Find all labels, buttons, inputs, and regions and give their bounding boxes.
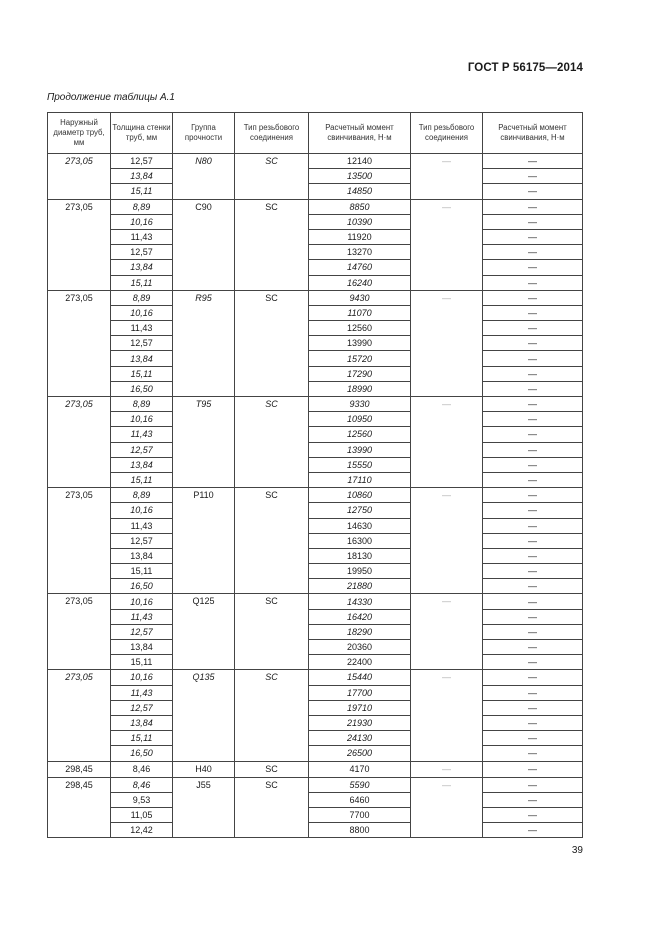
cell-makeup-torque: 17700 [309, 685, 411, 700]
cell-wall-thickness: 11,43 [111, 609, 173, 624]
table-row [48, 488, 583, 503]
cell-makeup-torque-2: — [483, 199, 583, 214]
cell-connection-type-2: — [411, 290, 483, 396]
cell-makeup-torque-2: — [483, 351, 583, 366]
cell-makeup-torque: 14850 [309, 184, 411, 199]
cell-makeup-torque: 5590 [309, 777, 411, 792]
table-row [48, 199, 583, 214]
cell-strength-group: N80 [173, 154, 235, 200]
cell-wall-thickness: 12,57 [111, 700, 173, 715]
cell-makeup-torque-2: — [483, 381, 583, 396]
cell-makeup-torque: 15550 [309, 457, 411, 472]
table-row [48, 397, 583, 412]
cell-makeup-torque-2: — [483, 472, 583, 487]
cell-makeup-torque-2: — [483, 184, 583, 199]
cell-connection-type-2: — [411, 594, 483, 670]
table-row [48, 594, 583, 609]
cell-makeup-torque-2: — [483, 777, 583, 792]
cell-makeup-torque: 20360 [309, 640, 411, 655]
cell-makeup-torque-2: — [483, 442, 583, 457]
header-row [48, 113, 583, 154]
cell-makeup-torque: 11920 [309, 229, 411, 244]
cell-wall-thickness: 13,84 [111, 351, 173, 366]
cell-makeup-torque-2: — [483, 715, 583, 730]
cell-makeup-torque: 8800 [309, 823, 411, 838]
cell-diameter: 273,05 [48, 154, 111, 200]
torque-table [47, 112, 583, 838]
cell-makeup-torque: 22400 [309, 655, 411, 670]
cell-wall-thickness: 10,16 [111, 412, 173, 427]
cell-wall-thickness: 8,89 [111, 488, 173, 503]
table-row [48, 823, 583, 838]
cell-makeup-torque: 17110 [309, 472, 411, 487]
table-row [48, 564, 583, 579]
cell-makeup-torque-2: — [483, 594, 583, 609]
cell-makeup-torque: 14760 [309, 260, 411, 275]
cell-connection-type-2: — [411, 670, 483, 761]
cell-makeup-torque: 15720 [309, 351, 411, 366]
cell-wall-thickness: 8,46 [111, 777, 173, 792]
cell-makeup-torque-2: — [483, 488, 583, 503]
cell-makeup-torque: 13990 [309, 442, 411, 457]
page-number: 39 [571, 845, 583, 856]
col-header-makeup-torque: Расчетный момент свинчивания, Н·м [309, 113, 411, 154]
cell-makeup-torque-2: — [483, 823, 583, 838]
cell-strength-group: P110 [173, 488, 235, 594]
cell-wall-thickness: 11,43 [111, 685, 173, 700]
cell-makeup-torque-2: — [483, 731, 583, 746]
table-row [48, 503, 583, 518]
cell-wall-thickness: 8,89 [111, 397, 173, 412]
cell-connection-type-2: — [411, 777, 483, 838]
cell-wall-thickness: 16,50 [111, 746, 173, 761]
table-row [48, 275, 583, 290]
table-row [48, 351, 583, 366]
cell-makeup-torque-2: — [483, 746, 583, 761]
cell-makeup-torque-2: — [483, 533, 583, 548]
cell-wall-thickness: 15,11 [111, 655, 173, 670]
table-row [48, 229, 583, 244]
cell-wall-thickness: 11,43 [111, 427, 173, 442]
cell-connection-type: SC [235, 777, 309, 838]
table-row [48, 381, 583, 396]
cell-makeup-torque-2: — [483, 427, 583, 442]
table-row [48, 777, 583, 792]
cell-strength-group: C90 [173, 199, 235, 290]
cell-makeup-torque-2: — [483, 761, 583, 777]
cell-wall-thickness: 16,50 [111, 381, 173, 396]
table-row [48, 321, 583, 336]
cell-wall-thickness: 9,53 [111, 792, 173, 807]
cell-makeup-torque: 6460 [309, 792, 411, 807]
cell-connection-type: SC [235, 397, 309, 488]
cell-wall-thickness: 12,57 [111, 624, 173, 639]
cell-makeup-torque: 12750 [309, 503, 411, 518]
cell-makeup-torque: 14630 [309, 518, 411, 533]
table-row [48, 640, 583, 655]
table-row [48, 412, 583, 427]
table-row [48, 442, 583, 457]
cell-wall-thickness: 10,16 [111, 214, 173, 229]
cell-connection-type-2: — [411, 488, 483, 594]
table-row [48, 184, 583, 199]
cell-wall-thickness: 10,16 [111, 594, 173, 609]
cell-makeup-torque: 10390 [309, 214, 411, 229]
cell-wall-thickness: 13,84 [111, 457, 173, 472]
cell-makeup-torque-2: — [483, 290, 583, 305]
cell-makeup-torque-2: — [483, 229, 583, 244]
cell-connection-type-2: — [411, 761, 483, 777]
table-row [48, 746, 583, 761]
col-header-wall-thickness: Толщина стенки труб, мм [111, 113, 173, 154]
table-row [48, 518, 583, 533]
cell-wall-thickness: 15,11 [111, 564, 173, 579]
cell-strength-group: T95 [173, 397, 235, 488]
cell-makeup-torque-2: — [483, 169, 583, 184]
cell-makeup-torque: 10950 [309, 412, 411, 427]
cell-makeup-torque: 14330 [309, 594, 411, 609]
cell-makeup-torque: 8850 [309, 199, 411, 214]
cell-makeup-torque: 21880 [309, 579, 411, 594]
cell-makeup-torque-2: — [483, 214, 583, 229]
cell-makeup-torque: 21930 [309, 715, 411, 730]
cell-makeup-torque-2: — [483, 321, 583, 336]
table-row [48, 579, 583, 594]
cell-wall-thickness: 13,84 [111, 169, 173, 184]
cell-makeup-torque-2: — [483, 564, 583, 579]
cell-wall-thickness: 13,84 [111, 640, 173, 655]
cell-makeup-torque-2: — [483, 579, 583, 594]
cell-wall-thickness: 16,50 [111, 579, 173, 594]
cell-makeup-torque: 19710 [309, 700, 411, 715]
cell-makeup-torque-2: — [483, 624, 583, 639]
cell-strength-group: H40 [173, 761, 235, 777]
cell-makeup-torque: 7700 [309, 808, 411, 823]
cell-makeup-torque: 13500 [309, 169, 411, 184]
cell-wall-thickness: 8,89 [111, 199, 173, 214]
cell-makeup-torque-2: — [483, 336, 583, 351]
cell-makeup-torque-2: — [483, 685, 583, 700]
table-row [48, 472, 583, 487]
cell-wall-thickness: 10,16 [111, 503, 173, 518]
table-row [48, 336, 583, 351]
cell-makeup-torque: 17290 [309, 366, 411, 381]
cell-makeup-torque: 12560 [309, 427, 411, 442]
table-row [48, 427, 583, 442]
cell-wall-thickness: 8,89 [111, 290, 173, 305]
table-row [48, 548, 583, 563]
table-row [48, 290, 583, 305]
cell-makeup-torque: 9330 [309, 397, 411, 412]
cell-makeup-torque-2: — [483, 260, 583, 275]
cell-diameter: 273,05 [48, 488, 111, 594]
cell-wall-thickness: 15,11 [111, 472, 173, 487]
cell-diameter: 298,45 [48, 777, 111, 838]
col-header-makeup-torque-2: Расчетный момент свинчивания, Н·м [483, 113, 583, 154]
table-row [48, 169, 583, 184]
cell-wall-thickness: 12,57 [111, 154, 173, 169]
cell-makeup-torque-2: — [483, 503, 583, 518]
cell-makeup-torque-2: — [483, 397, 583, 412]
cell-diameter: 298,45 [48, 761, 111, 777]
cell-strength-group: R95 [173, 290, 235, 396]
cell-makeup-torque-2: — [483, 655, 583, 670]
table-row [48, 624, 583, 639]
cell-makeup-torque: 16300 [309, 533, 411, 548]
cell-wall-thickness: 13,84 [111, 260, 173, 275]
cell-makeup-torque: 19950 [309, 564, 411, 579]
col-header-diameter: Наружный диаметр труб, мм [48, 113, 111, 154]
cell-diameter: 273,05 [48, 397, 111, 488]
cell-strength-group: Q125 [173, 594, 235, 670]
cell-wall-thickness: 11,43 [111, 321, 173, 336]
cell-wall-thickness: 15,11 [111, 731, 173, 746]
cell-wall-thickness: 12,57 [111, 336, 173, 351]
cell-connection-type: SC [235, 761, 309, 777]
cell-makeup-torque-2: — [483, 609, 583, 624]
cell-strength-group: Q135 [173, 670, 235, 761]
cell-diameter: 273,05 [48, 199, 111, 290]
cell-connection-type-2: — [411, 154, 483, 200]
cell-wall-thickness: 13,84 [111, 548, 173, 563]
table-row [48, 457, 583, 472]
cell-wall-thickness: 11,43 [111, 229, 173, 244]
cell-wall-thickness: 11,43 [111, 518, 173, 533]
cell-makeup-torque-2: — [483, 275, 583, 290]
cell-makeup-torque: 16420 [309, 609, 411, 624]
cell-diameter: 273,05 [48, 670, 111, 761]
cell-connection-type: SC [235, 594, 309, 670]
col-header-connection-type-2: Тип резьбового соединения [411, 113, 483, 154]
cell-makeup-torque-2: — [483, 792, 583, 807]
cell-wall-thickness: 12,57 [111, 533, 173, 548]
table-row [48, 715, 583, 730]
cell-makeup-torque-2: — [483, 154, 583, 169]
table-row [48, 154, 583, 169]
cell-makeup-torque-2: — [483, 305, 583, 320]
cell-makeup-torque-2: — [483, 670, 583, 685]
cell-wall-thickness: 12,42 [111, 823, 173, 838]
cell-wall-thickness: 8,46 [111, 761, 173, 777]
table-row [48, 214, 583, 229]
table-row [48, 808, 583, 823]
cell-wall-thickness: 12,57 [111, 245, 173, 260]
cell-makeup-torque-2: — [483, 412, 583, 427]
col-header-connection-type: Тип резьбового соединения [235, 113, 309, 154]
cell-wall-thickness: 10,16 [111, 305, 173, 320]
cell-connection-type: SC [235, 290, 309, 396]
table-row [48, 761, 583, 777]
cell-makeup-torque: 12140 [309, 154, 411, 169]
cell-makeup-torque-2: — [483, 808, 583, 823]
cell-makeup-torque: 12560 [309, 321, 411, 336]
table-row [48, 655, 583, 670]
table-row [48, 366, 583, 381]
cell-makeup-torque: 26500 [309, 746, 411, 761]
cell-strength-group: J55 [173, 777, 235, 838]
cell-makeup-torque: 11070 [309, 305, 411, 320]
col-header-strength-group: Группа прочности [173, 113, 235, 154]
cell-makeup-torque-2: — [483, 700, 583, 715]
table-row [48, 260, 583, 275]
cell-wall-thickness: 15,11 [111, 275, 173, 290]
cell-makeup-torque-2: — [483, 457, 583, 472]
document-id: ГОСТ Р 56175—2014 [467, 62, 583, 74]
cell-makeup-torque: 4170 [309, 761, 411, 777]
cell-wall-thickness: 13,84 [111, 715, 173, 730]
cell-connection-type-2: — [411, 199, 483, 290]
cell-makeup-torque-2: — [483, 640, 583, 655]
cell-connection-type: SC [235, 488, 309, 594]
cell-makeup-torque-2: — [483, 366, 583, 381]
cell-connection-type: SC [235, 670, 309, 761]
table-caption: Продолжение таблицы А.1 [47, 92, 175, 103]
cell-wall-thickness: 15,11 [111, 366, 173, 381]
table-row [48, 700, 583, 715]
cell-wall-thickness: 12,57 [111, 442, 173, 457]
cell-makeup-torque-2: — [483, 245, 583, 260]
cell-diameter: 273,05 [48, 594, 111, 670]
cell-connection-type-2: — [411, 397, 483, 488]
table-row [48, 792, 583, 807]
cell-makeup-torque: 10860 [309, 488, 411, 503]
cell-wall-thickness: 10,16 [111, 670, 173, 685]
cell-connection-type: SC [235, 154, 309, 200]
cell-makeup-torque: 13990 [309, 336, 411, 351]
table-row [48, 245, 583, 260]
table-row [48, 533, 583, 548]
table-row [48, 670, 583, 685]
cell-wall-thickness: 11,05 [111, 808, 173, 823]
cell-makeup-torque-2: — [483, 548, 583, 563]
cell-makeup-torque: 13270 [309, 245, 411, 260]
cell-makeup-torque: 16240 [309, 275, 411, 290]
cell-makeup-torque: 18290 [309, 624, 411, 639]
cell-diameter: 273,05 [48, 290, 111, 396]
cell-makeup-torque: 15440 [309, 670, 411, 685]
cell-makeup-torque: 24130 [309, 731, 411, 746]
cell-makeup-torque: 18130 [309, 548, 411, 563]
table-body [48, 154, 583, 838]
cell-wall-thickness: 15,11 [111, 184, 173, 199]
table-row [48, 609, 583, 624]
cell-makeup-torque: 18990 [309, 381, 411, 396]
cell-makeup-torque-2: — [483, 518, 583, 533]
table-row [48, 685, 583, 700]
cell-connection-type: SC [235, 199, 309, 290]
cell-makeup-torque: 9430 [309, 290, 411, 305]
table-row [48, 305, 583, 320]
table-row [48, 731, 583, 746]
